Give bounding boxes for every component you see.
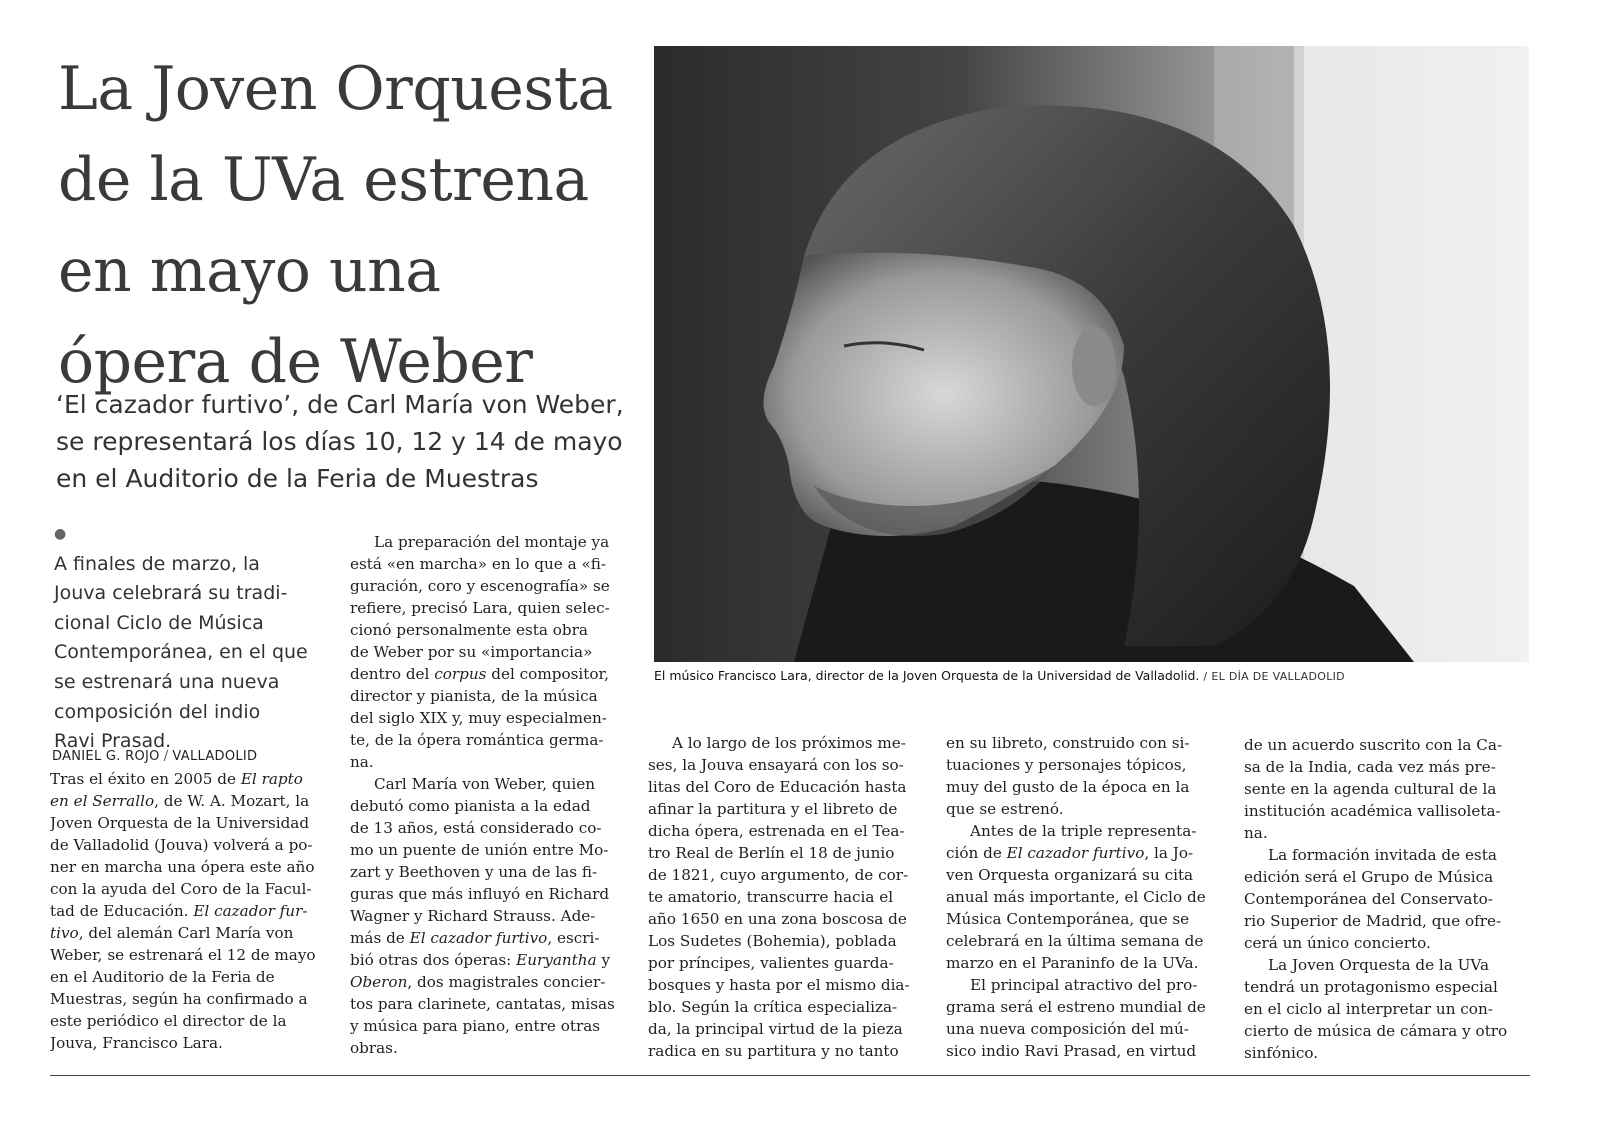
article-line: da, la principal virtud de la pieza (648, 1020, 903, 1038)
article-line: este periódico el director de la (50, 1012, 287, 1030)
article-line: marzo en el Paraninfo de la UVa. (946, 954, 1199, 972)
article-line: más de El cazador furtivo, escri- (350, 929, 600, 947)
bottom-divider (50, 1075, 1530, 1076)
article-line: Jouva, Francisco Lara. (50, 1034, 223, 1052)
portrait-photo (654, 46, 1529, 662)
subtitle-line: en el Auditorio de la Feria de Muestras (56, 464, 539, 493)
article-line: tad de Educación. El cazador fur- (50, 902, 308, 920)
article-line: y música para piano, entre otras (350, 1017, 601, 1035)
article-line: ción de El cazador furtivo, la Jo- (946, 844, 1194, 862)
article-line: Muestras, según ha confirmado a (50, 990, 308, 1008)
article-line: de 13 años, está considerado co- (350, 819, 602, 837)
highlight-line: A finales de marzo, la (54, 552, 260, 575)
article-line: institución académica vallisoleta- (1244, 802, 1501, 820)
article-line: de un acuerdo suscrito con la Ca- (1244, 736, 1503, 754)
article-column-3 (648, 732, 933, 1062)
article-line: sico indio Ravi Prasad, en virtud (946, 1042, 1197, 1060)
article-line: na. (350, 753, 374, 771)
article-line: está «en marcha» en lo que a «fi- (350, 555, 607, 573)
article-line: afinar la partitura y el libreto de (648, 800, 898, 818)
byline (52, 749, 257, 764)
article-line: blo. Según la crítica especializa- (648, 998, 898, 1016)
article-line: tendrá un protagonismo especial (1244, 978, 1498, 996)
article-line: año 1650 en una zona boscosa de (648, 910, 907, 928)
article-line: A lo largo de los próximos me- (672, 734, 906, 752)
article-line: tos para clarinete, cantatas, misas (350, 995, 615, 1013)
headline-line: La Joven Orquesta (58, 54, 613, 124)
article-line: tivo, del alemán Carl María von (50, 924, 294, 942)
article-line: La preparación del montaje ya (374, 533, 610, 551)
article-line: rio Superior de Madrid, que ofre- (1244, 912, 1502, 930)
article-line: debutó como pianista a la edad (350, 797, 591, 815)
article-line: refiere, precisó Lara, quien selec- (350, 599, 610, 617)
article-line: na. (1244, 824, 1268, 842)
highlight-line: Jouva celebrará su tradi- (54, 582, 288, 605)
article-line: El principal atractivo del pro- (970, 976, 1198, 994)
headline-line: ópera de Weber (58, 327, 533, 397)
highlight-line: se estrenará una nueva (54, 670, 280, 693)
headline (58, 44, 658, 408)
article-line: de Valladolid (Jouva) volverá a po- (50, 836, 313, 854)
article-line: del siglo XIX y, muy especialmen- (350, 709, 607, 727)
article-line: Oberon, dos magistrales concier- (350, 973, 606, 991)
article-line: Música Contemporánea, que se (946, 910, 1190, 928)
article-line: tuaciones y personajes tópicos, (946, 756, 1187, 774)
highlight-line: Ravi Prasad. (54, 730, 172, 753)
article-line: Joven Orquesta de la Universidad (50, 814, 310, 832)
byline-separator: / (163, 749, 169, 764)
article-line: en el Serrallo, de W. A. Mozart, la (50, 792, 310, 810)
article-line: sa de la India, cada vez más pre- (1244, 758, 1496, 776)
article-line: de Weber por su «importancia» (350, 643, 593, 661)
article-line: Contemporánea del Conservato- (1244, 890, 1493, 908)
article-line: grama será el estreno mundial de (946, 998, 1206, 1016)
article-column-5 (1244, 734, 1529, 1064)
article-line: litas del Coro de Educación hasta (648, 778, 907, 796)
article-line: bió otras dos óperas: Euryantha y (350, 951, 611, 969)
article-line: radica en su partitura y no tanto (648, 1042, 899, 1060)
article-line: dentro del corpus del compositor, (350, 665, 609, 683)
caption-text: El músico Francisco Lara, director de la Joven Orquesta de la Universidad de Valladolid. (654, 668, 1200, 683)
bullet-icon: ● (54, 526, 67, 542)
article-line: en el Auditorio de la Feria de (50, 968, 275, 986)
article-line: sinfónico. (1244, 1044, 1319, 1062)
subtitle (56, 386, 676, 497)
subtitle-line: ‘El cazador furtivo’, de Carl María von Weber, (56, 390, 624, 419)
article-line: director y pianista, de la música (350, 687, 598, 705)
headline-line: en mayo una (58, 236, 441, 306)
highlight-box (54, 520, 334, 757)
article-line: zart y Beethoven y una de las fi- (350, 863, 598, 881)
article-line: que se estrenó. (946, 800, 1064, 818)
article-line: una nueva composición del mú- (946, 1020, 1189, 1038)
highlight-line: Contemporánea, en el que (54, 641, 308, 664)
article-line: tro Real de Berlín el 18 de junio (648, 844, 895, 862)
photo-credit-separator: / (1203, 670, 1208, 683)
byline-location: VALLADOLID (172, 749, 258, 764)
highlight-line-first (54, 520, 334, 579)
article-line: por príncipes, valientes guarda- (648, 954, 894, 972)
article-line: sente en la agenda cultural de la (1244, 780, 1497, 798)
subtitle-line: se representará los días 10, 12 y 14 de mayo (56, 427, 623, 456)
byline-author: DANIEL G. ROJO (52, 749, 160, 764)
article-line: cionó personalmente esta obra (350, 621, 588, 639)
article-column-1 (50, 768, 335, 1054)
article-line: ven Orquesta organizará su cita (946, 866, 1194, 884)
highlight-line: composición del indio (54, 700, 261, 723)
article-line: cerá un único concierto. (1244, 934, 1431, 952)
article-column-4 (946, 732, 1231, 1062)
photo-credit: EL DÍA DE VALLADOLID (1211, 670, 1345, 683)
article-line: obras. (350, 1039, 398, 1057)
article-line: con la ayuda del Coro de la Facul- (50, 880, 312, 898)
article-line: mo un puente de unión entre Mo- (350, 841, 609, 859)
headline-line: de la UVa estrena (58, 145, 589, 215)
article-line: celebrará en la última semana de (946, 932, 1204, 950)
article-line: Carl María von Weber, quien (374, 775, 596, 793)
article-line: te amatorio, transcurre hacia el (648, 888, 894, 906)
article-line: guración, coro y escenografía» se (350, 577, 610, 595)
article-line: La formación invitada de esta (1268, 846, 1497, 864)
article-line: anual más importante, el Ciclo de (946, 888, 1206, 906)
article-line: bosques y hasta por el mismo dia- (648, 976, 910, 994)
article-line: Wagner y Richard Strauss. Ade- (350, 907, 596, 925)
article-line: guras que más influyó en Richard (350, 885, 610, 903)
article-line: Weber, se estrenará el 12 de mayo (50, 946, 316, 964)
article-line: Tras el éxito en 2005 de El rapto (50, 770, 303, 788)
article-line: de 1821, cuyo argumento, de cor- (648, 866, 909, 884)
portrait-photo-image (654, 46, 1529, 662)
article-column-2 (350, 531, 635, 1059)
article-line: te, de la ópera romántica germa- (350, 731, 604, 749)
article-line: ner en marcha una ópera este año (50, 858, 315, 876)
article-line: muy del gusto de la época en la (946, 778, 1190, 796)
article-line: cierto de música de cámara y otro (1244, 1022, 1508, 1040)
article-line: Los Sudetes (Bohemia), poblada (648, 932, 897, 950)
highlight-line: cional Ciclo de Música (54, 611, 264, 634)
article-line: en el ciclo al interpretar un con- (1244, 1000, 1493, 1018)
article-line: La Joven Orquesta de la UVa (1268, 956, 1490, 974)
article-line: dicha ópera, estrenada en el Tea- (648, 822, 905, 840)
article-line: Antes de la triple representa- (970, 822, 1197, 840)
article-line: en su libreto, construido con si- (946, 734, 1190, 752)
article-line: ses, la Jouva ensayará con los so- (648, 756, 904, 774)
article-line: edición será el Grupo de Música (1244, 868, 1494, 886)
photo-caption (654, 668, 1345, 683)
